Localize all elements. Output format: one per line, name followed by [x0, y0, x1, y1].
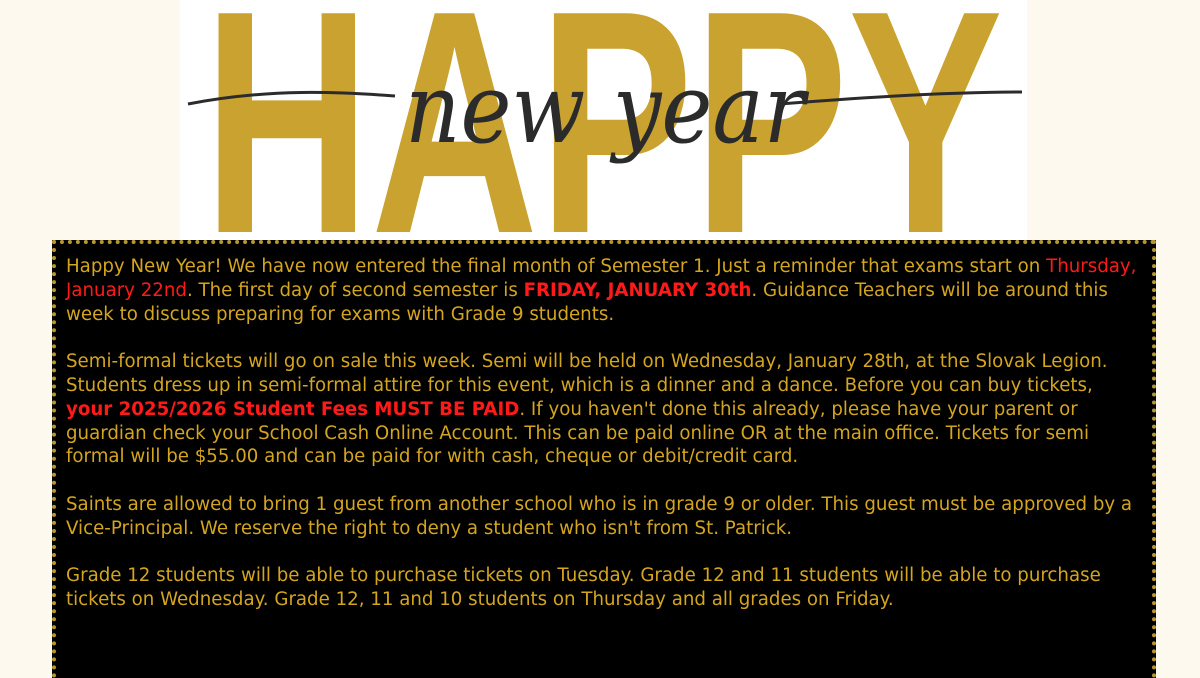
new-year-script: new year — [405, 53, 810, 165]
fees-warning: your 2025/2026 Student Fees MUST BE PAID — [66, 398, 520, 420]
semi-formal-paragraph — [66, 350, 1142, 469]
semi-text-1: Semi-formal tickets will go on sale this week. Semi will be held on Wednesday, January 28th, at the Slovak Legion. Students dress up in semi-formal attire for this event, which is a dinner and a dance. Before you can buy tickets, — [66, 351, 1108, 396]
semi-text-2: . If you haven't done this already, please have your parent or guardian check your School Cash Online Account. This can be paid online OR at the main office. Tickets for semi formal will be $55.00 and can be paid for with cash, cheque or debit/credit card. — [66, 398, 1090, 468]
happy-new-year-banner — [180, 0, 1027, 240]
happy-new-year-graphic — [180, 0, 1027, 240]
guest-paragraph: Saints are allowed to bring 1 guest from another school who is in grade 9 or older. This guest must be approved by a Vice-Principal. We reserve the right to deny a student who isn't from St. Patrick. — [66, 493, 1133, 539]
happy-word: HAPPY — [203, 0, 1003, 240]
exam-text-1: Happy New Year! We have now entered the final month of Semester 1. Just a reminder that exams start on — [66, 256, 1047, 277]
exam-paragraph — [66, 255, 1142, 326]
exam-text-3: . Guidance Teachers will be around this week to discuss preparing for exams with Grade 9 students. — [66, 279, 1108, 325]
semester-start-date: FRIDAY, JANUARY 30th — [523, 279, 752, 301]
ticket-schedule-paragraph: Grade 12 students will be able to purchase tickets on Tuesday. Grade 12 and 11 students will be able to purchase tickets on Wednesday. Grade 12, 11 and 10 students on Thursday and all grades on Friday. — [66, 565, 1101, 611]
exam-date: Thursday, January 22nd — [66, 256, 1137, 301]
announcement-box — [52, 240, 1156, 678]
exam-text-2: . The first day of second semester is — [186, 279, 524, 301]
